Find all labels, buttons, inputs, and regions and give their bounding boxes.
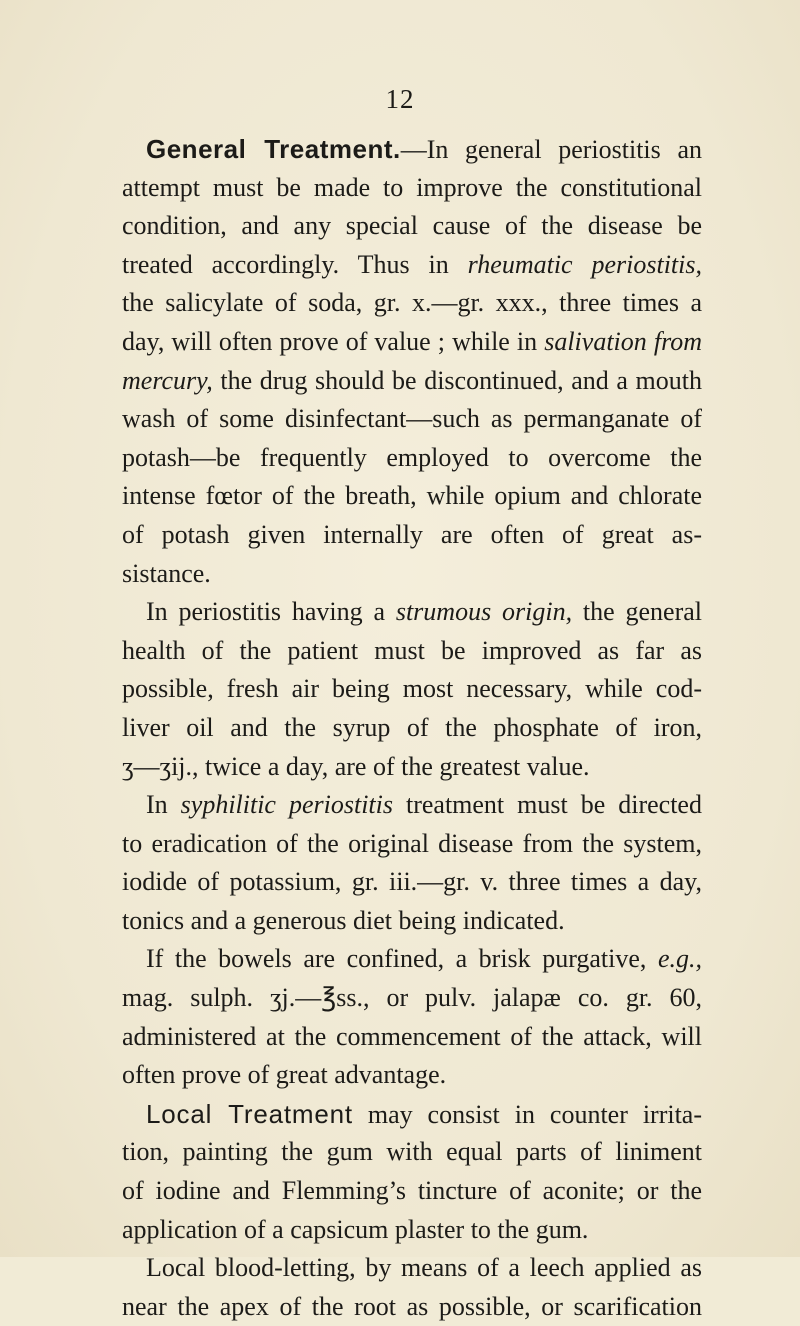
section-heading-local-treatment: Local Treatment bbox=[146, 1098, 353, 1129]
text-line: of iodine and Flemming’s tincture of aconite; or the bbox=[122, 1176, 702, 1206]
text-line: the salicylate of soda, gr. x.—gr. xxx., three times a bbox=[122, 288, 702, 318]
body-text bbox=[122, 130, 702, 1326]
section-heading-general-treatment: General Treatment. bbox=[146, 134, 401, 164]
text-line: tion, painting the gum with equal parts of liniment bbox=[122, 1137, 702, 1167]
text-line: to eradication of the original disease from the system, bbox=[122, 828, 702, 858]
text-line: health of the patient must be improved as far as bbox=[122, 635, 702, 665]
text-line: Local blood-letting, by means of a leech applied as bbox=[146, 1253, 702, 1283]
text-line: iodide of potassium, gr. iii.—gr. v. three times a day, bbox=[122, 867, 702, 897]
text-line: day, will often prove of value ; while in salivation from bbox=[122, 326, 702, 356]
text-line: intense fœtor of the breath, while opium and chlorate bbox=[122, 481, 702, 511]
text-line: application of a capsicum plaster to the gum. bbox=[122, 1214, 589, 1244]
text-line: sistance. bbox=[122, 558, 211, 588]
text-line: administered at the commencement of the attack, will bbox=[122, 1021, 702, 1051]
text-line: of potash given internally are often of great as- bbox=[122, 519, 702, 549]
text-line: Local Treatment may consist in counter irrita- bbox=[146, 1098, 702, 1129]
text-line: possible, fresh air being most necessary, while cod- bbox=[122, 674, 702, 704]
text-line: General Treatment.—In general periostitis an bbox=[146, 134, 702, 164]
text-line: mercury, the drug should be discontinued, and a mouth bbox=[122, 365, 702, 395]
italic-term: strumous origin, bbox=[395, 597, 573, 627]
page-number: 12 bbox=[385, 84, 415, 114]
text-line: treated accordingly. Thus in rheumatic periostitis, bbox=[122, 249, 702, 279]
italic-term: rheumatic periostitis, bbox=[467, 249, 702, 279]
text-line: ʒ—ʒij., twice a day, are of the greatest value. bbox=[122, 751, 590, 781]
text-line: tonics and a generous diet being indicated. bbox=[122, 905, 565, 935]
text-line: often prove of great advantage. bbox=[122, 1060, 447, 1090]
text-line: condition, and any special cause of the disease be bbox=[122, 211, 702, 241]
text-line: If the bowels are confined, a brisk purgative, e.g., bbox=[146, 944, 702, 974]
italic-term: mercury, bbox=[122, 365, 213, 395]
text-line: attempt must be made to improve the constitutional bbox=[122, 172, 702, 202]
text-line: In syphilitic periostitis treatment must be directed bbox=[146, 790, 702, 820]
italic-term: salivation from bbox=[544, 326, 702, 356]
text-line: mag. sulph. ʒj.—℥ss., or pulv. jalapæ co. gr. 60, bbox=[122, 983, 702, 1013]
text-line: wash of some disinfectant—such as permanganate of bbox=[122, 404, 702, 434]
italic-term: syphilitic periostitis bbox=[180, 790, 393, 820]
text-line: liver oil and the syrup of the phosphate of iron, bbox=[122, 712, 702, 742]
text-line: potash—be frequently employed to overcome the bbox=[122, 442, 702, 472]
italic-term: e.g., bbox=[657, 944, 702, 974]
text-line: near the apex of the root as possible, or scarification bbox=[122, 1291, 702, 1321]
text-line: In periostitis having a strumous origin, the general bbox=[146, 597, 702, 627]
